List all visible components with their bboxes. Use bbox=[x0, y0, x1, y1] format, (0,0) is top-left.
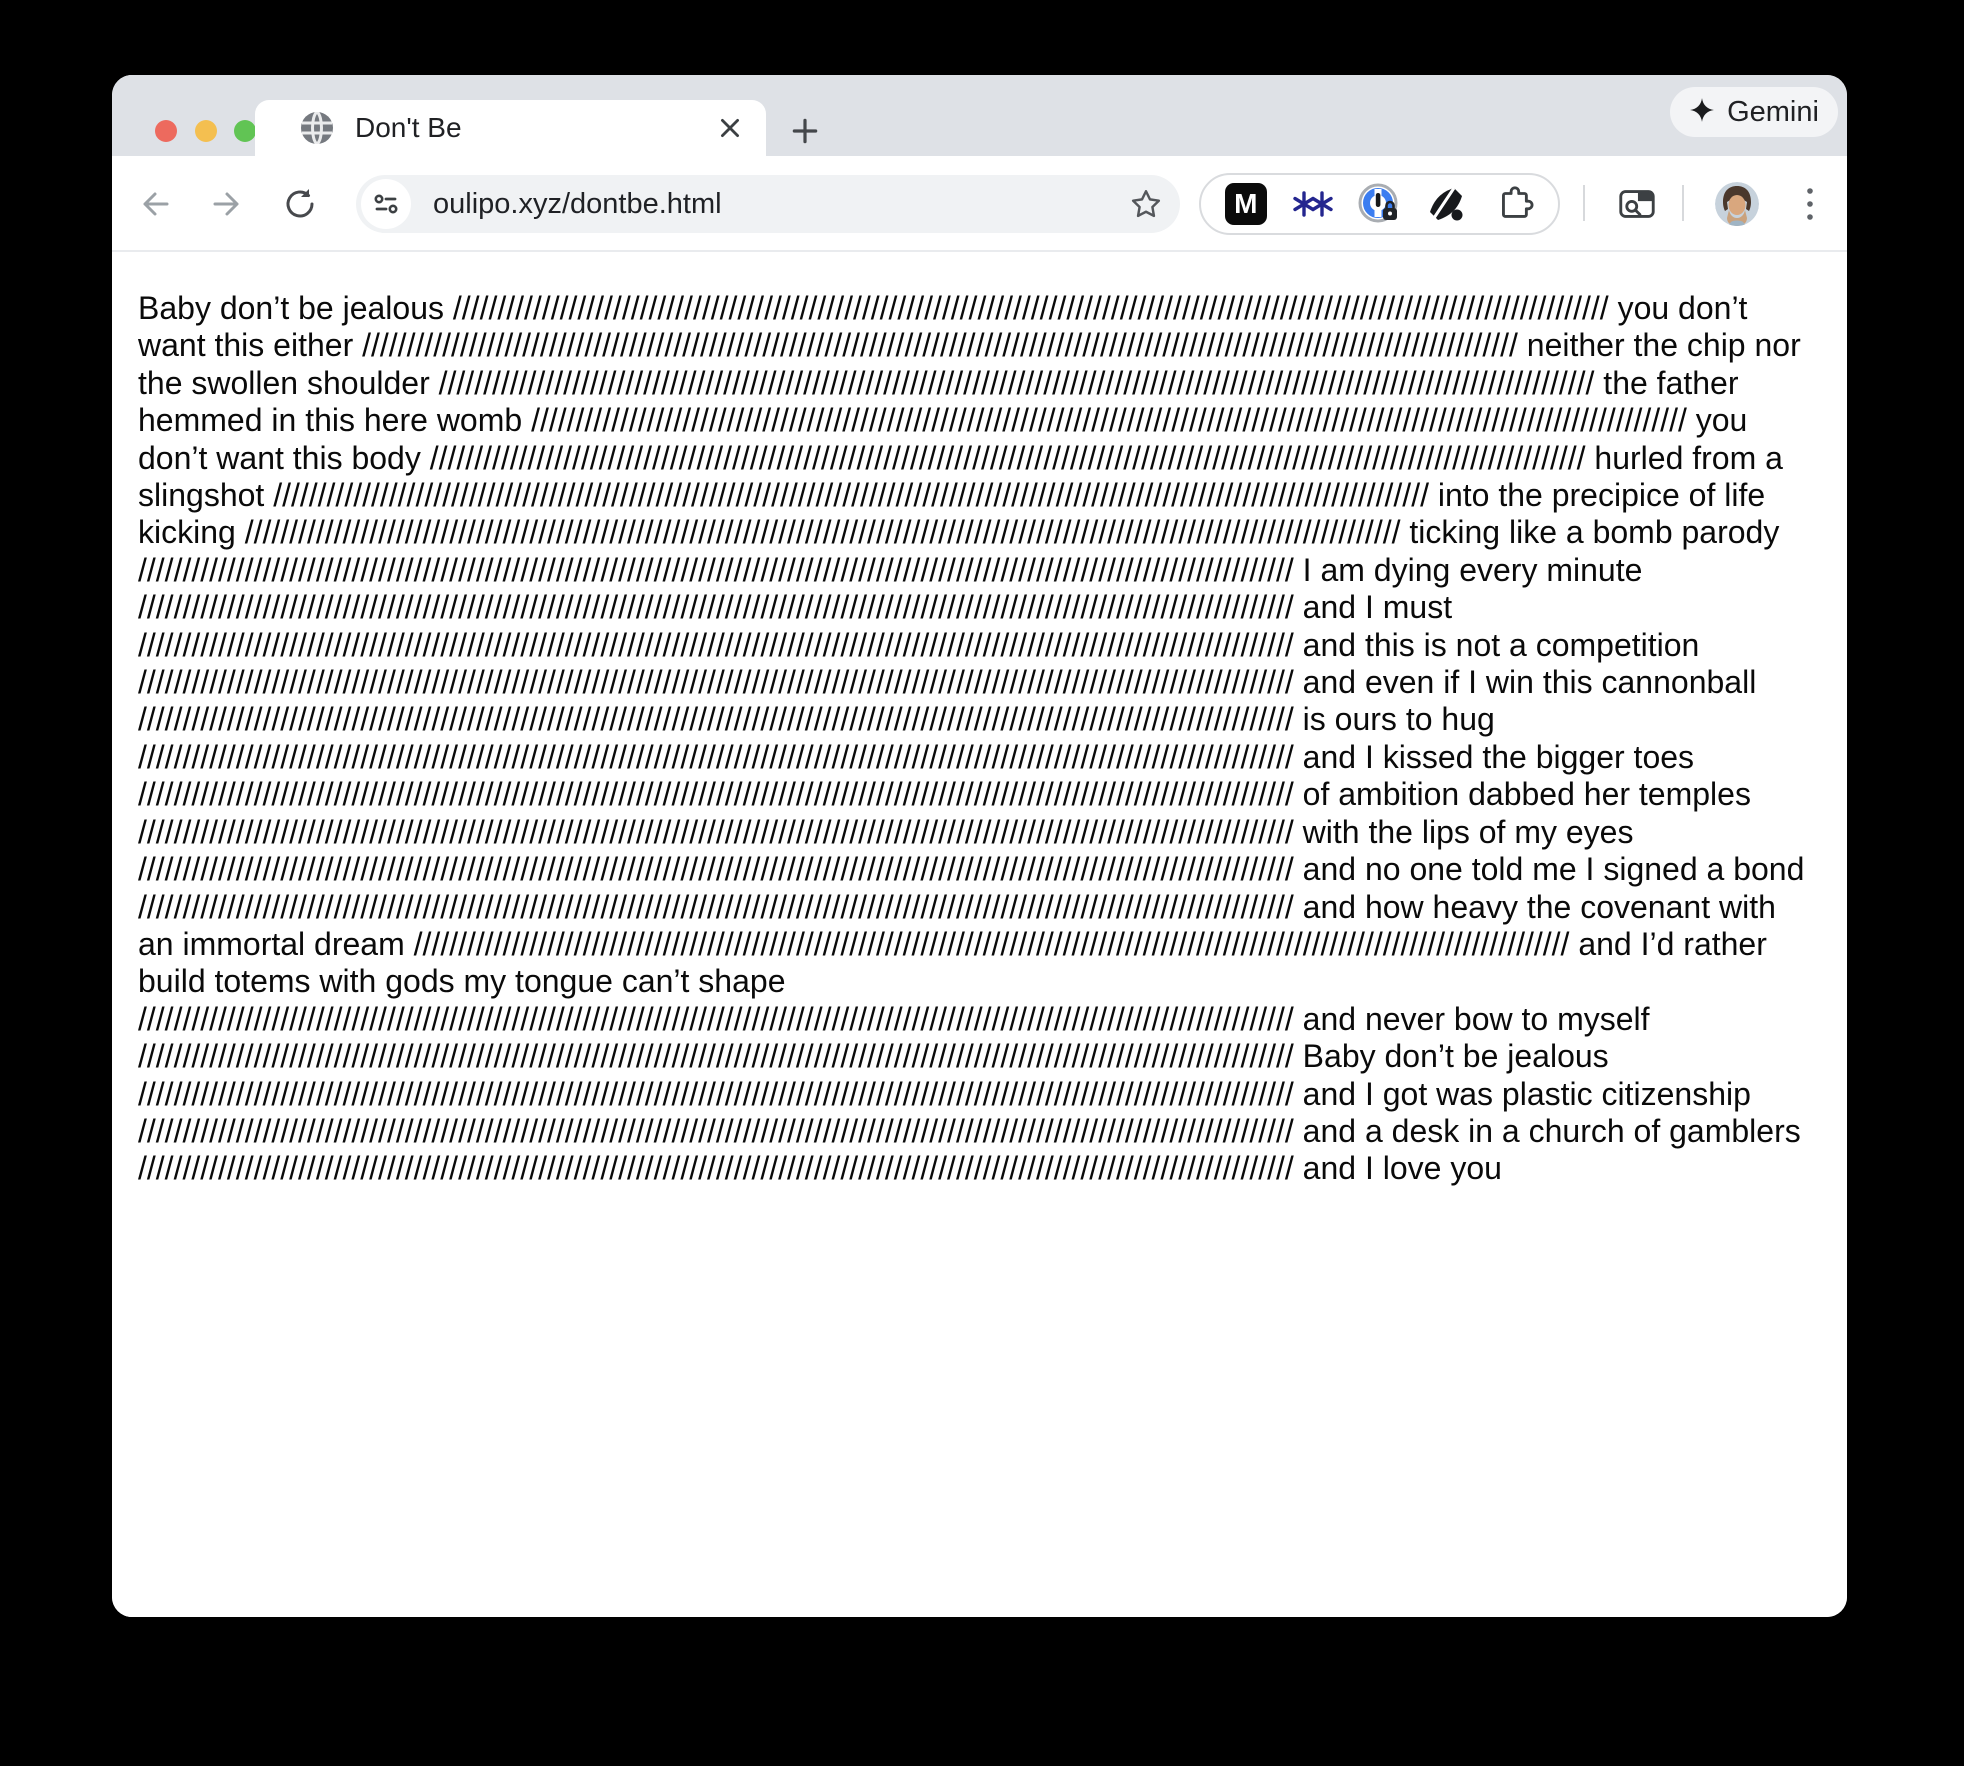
globe-favicon-icon bbox=[299, 110, 335, 146]
profile-avatar[interactable] bbox=[1715, 182, 1759, 226]
minimize-window-button[interactable] bbox=[195, 120, 217, 142]
tab-strip bbox=[112, 75, 1847, 156]
m-extension-badge: M bbox=[1225, 183, 1267, 225]
browser-window bbox=[112, 75, 1847, 1617]
url-text[interactable]: oulipo.xyz/dontbe.html bbox=[433, 187, 722, 220]
site-controls-icon[interactable] bbox=[361, 179, 411, 229]
toolbar-divider bbox=[1682, 185, 1684, 221]
bookmark-star-icon[interactable] bbox=[1124, 182, 1168, 226]
tab-dont-be[interactable] bbox=[255, 100, 766, 156]
gemini-label: Gemini bbox=[1727, 95, 1819, 128]
maximize-window-button[interactable] bbox=[234, 120, 256, 142]
browser-toolbar bbox=[112, 156, 1847, 252]
asterisks-extension-icon[interactable] bbox=[1291, 182, 1335, 226]
page-viewport bbox=[112, 254, 1847, 1617]
m-extension-icon[interactable] bbox=[1224, 182, 1268, 226]
gemini-sparkle-icon bbox=[1689, 97, 1715, 128]
tab-close-icon[interactable] bbox=[710, 108, 750, 148]
address-bar[interactable] bbox=[356, 175, 1180, 233]
browser-menu-icon[interactable] bbox=[1790, 182, 1830, 226]
pen-extension-icon[interactable] bbox=[1424, 182, 1468, 226]
gemini-button[interactable] bbox=[1670, 87, 1838, 137]
extensions-puzzle-icon[interactable] bbox=[1491, 182, 1535, 226]
back-button[interactable] bbox=[136, 184, 176, 224]
forward-button[interactable] bbox=[206, 184, 246, 224]
toolbar-divider bbox=[1583, 185, 1585, 221]
tab-search-icon[interactable] bbox=[1615, 182, 1659, 226]
extensions-pill bbox=[1199, 173, 1560, 235]
close-window-button[interactable] bbox=[155, 120, 177, 142]
poem-text: Baby don’t be jealous ////////////////////////////////////////////////////////////////////////////////////////////////////////////////////////////////// you don’t want this either ////////////////////////////////////////////////////////////////////////////////////////////////////////////////////////////////// neither the chip nor the swollen shoulder ////////////////////////////////////////////////////////////////////////////////////////////////////////////////////////////////// the father hemmed in this here womb ////////////////////////////////////////////////////////////////////////////////////////////////////////////////////////////////// you don’t want this body ////////////////////////////////////////////////////////////////////////////////////////////////////////////////////////////////// hurled from a slingshot ////////////////////////////////////////////////////////////////////////////////////////////////////////////////////////////////// into the precipice of life kicking ////////////////////////////////////////////////////////////////////////////////////////////////////////////////////////////////// ticking like a bomb parody ////////////////////////////////////////////////////////////////////////////////////////////////////////////////////////////////// I am dying every minute ////////////////////////////////////////////////////////////////////////////////////////////////////////////////////////////////// and I must ////////////////////////////////////////////////////////////////////////////////////////////////////////////////////////////////// and this is not a competition ////////////////////////////////////////////////////////////////////////////////////////////////////////////////////////////////// and even if I win this cannonball ////////////////////////////////////////////////////////////////////////////////////////////////////////////////////////////////// is ours to hug ////////////////////////////////////////////////////////////////////////////////////////////////////////////////////////////////// and I kissed the bigger toes ////////////////////////////////////////////////////////////////////////////////////////////////////////////////////////////////// of ambition dabbed her temples ////////////////////////////////////////////////////////////////////////////////////////////////////////////////////////////////// with the lips of my eyes ////////////////////////////////////////////////////////////////////////////////////////////////////////////////////////////////// and no one told me I signed a bond ////////////////////////////////////////////////////////////////////////////////////////////////////////////////////////////////// and how heavy the covenant with an immortal dream ////////////////////////////////////////////////////////////////////////////////////////////////////////////////////////////////// and I’d rather build totems with gods my tongue can’t shape ////////////////////////////////////////////////////////////////////////////////////////////////////////////////////////////////// and never bow to myself ////////////////////////////////////////////////////////////////////////////////////////////////////////////////////////////////// Baby don’t be jealous ////////////////////////////////////////////////////////////////////////////////////////////////////////////////////////////////// and I got was plastic citizenship ////////////////////////////////////////////////////////////////////////////////////////////////////////////////////////////////// and a desk in a church of gamblers ////////////////////////////////////////////////////////////////////////////////////////////////////////////////////////////////// and I love you bbox=[138, 290, 1805, 1187]
reload-button[interactable] bbox=[280, 184, 320, 224]
password-manager-extension-icon[interactable] bbox=[1357, 182, 1401, 226]
new-tab-button[interactable] bbox=[785, 111, 825, 151]
tab-title: Don't Be bbox=[355, 112, 462, 143]
